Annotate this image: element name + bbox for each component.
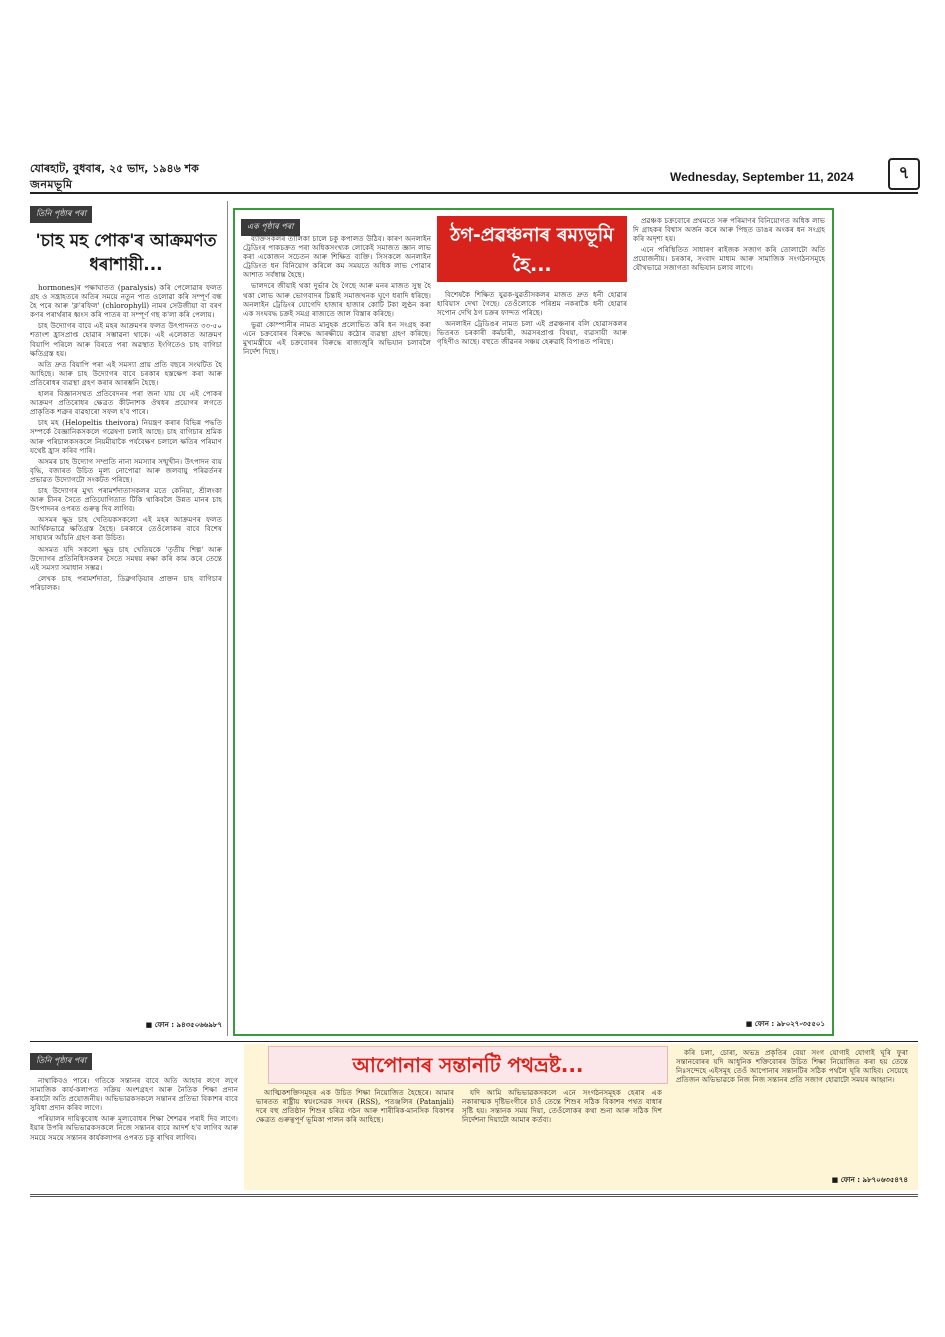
bottom-double-rule <box>30 1194 918 1197</box>
bottom-phone: ■ ফোন : ৯৮৭০৬৩৫৪৭৪ <box>831 1176 908 1184</box>
paragraph: ভালদৰে জীয়াই থকা দুৰ্ভাৰ হৈ গৈছে আৰু মনৰ মাজত সুস্থ হৈ থকা লোভ আৰু ভোগবাদৰ চিন্তাই সমাজখনক ঘূণে ধৰাদি ধৰিছে। অনলাইন ট্ৰেডিংৰ যোগেদি হাজাৰ হাজাৰ কোটি টকা লুণ্ঠন কৰা এক সংঘবদ্ধ চক্ৰই সমগ্ৰ ৰাজ্যতে জাল বিস্তাৰ কৰিছে। <box>243 281 431 318</box>
column-divider <box>227 201 228 1036</box>
paragraph: অনলাইন ট্ৰেডিঙৰ নামত চলা এই প্ৰৱঞ্চনাৰ বলি হোৱাসকলৰ ভিতৰত চৰকাৰী কৰ্মচাৰী, অৱসৰপ্ৰাপ্ত বিষয়া, ব্যৱসায়ী আৰু গৃহিণীও আছে। বহুতে জীৱনৰ সঞ্চয় হেৰুৱাই বিপাঙত পৰিছে। <box>437 319 627 347</box>
bottom-col-1 <box>256 1088 454 1184</box>
main-phone: ■ ফোন : ৯৮০২৭-৩৫৫০১ <box>745 1020 825 1028</box>
paragraph: বিশেষকৈ শিক্ষিত যুৱক-যুৱতীসকলৰ মাজত দ্ৰুত ধনী হোৱাৰ হাবিয়াস দেখা গৈছে। তেওঁলোকে পৰিশ্ৰম নকৰাকৈ ধনী হোৱাৰ সপোন দেখি ঠগ চক্ৰৰ ফান্দত পৰিছে। <box>437 290 627 318</box>
continued-label: তিনি পৃষ্ঠাৰ পৰা <box>30 1053 92 1070</box>
bottom-article-box <box>244 1044 918 1190</box>
paragraph: নাথাকিবও পাৰে। গতিকে সন্তানৰ বাবে অতি আহাৰ লগে লগে সামাজিক কাৰ্য-কলাপত সক্ৰিয় অংশগ্ৰহণ আৰু নৈতিক শিক্ষা প্ৰদান কৰাটো অতি প্ৰয়োজনীয়। অভিভাৱকসকলে সন্তানৰ প্ৰতিভা বিকাশৰ বাবে সুবিধা প্ৰদান কৰিব লাগে। <box>30 1076 238 1113</box>
main-col-2 <box>437 290 627 1030</box>
paragraph: আত্মিকশক্তিসমূহৰ এক উচিত শিক্ষা নিয়োজিত হৈছেৰে। আমাৰ ভাৰতত ৰাষ্ট্ৰীয় স্বয়ংসেৱক সংঘৰ (RSS), পতঞ্জলিৰ (Patanjali) দৰে বহু প্ৰতিষ্ঠান শিশুৰ চৰিত্ৰ গঠন আৰু শাৰীৰিক-মানসিক বিকাশৰ ক্ষেত্ৰত গুৰুত্বপূৰ্ণ ভূমিকা পালন কৰি আহিছে। <box>256 1088 454 1125</box>
paragraph: কৰি চলা, চোৰা, অভদ্ৰ প্ৰকৃতিৰ বেয়া সংগ যোগাই যোগাই ঘূৰি ফুৰা সন্তানবোৰৰ যদি আধুনিক শক্তিবোৰৰ উচিত শিক্ষা নিয়োজিত কৰা হয় তেন্তে নিঃসন্দেহে এইসমূহ তেওঁ আপোনাৰ সন্তানটিৰ সঠিক পথলৈ ঘূৰি আহিব। সেয়েহে প্ৰতিজন অভিভাৱকে নিজ নিজ সন্তানৰ প্ৰতি সজাগ হোৱাটো সময়ৰ আহ্বান। <box>676 1048 908 1085</box>
left-article-body <box>30 283 222 1013</box>
main-col-1 <box>243 234 431 1029</box>
continued-label: তিনি পৃষ্ঠাৰ পৰা <box>30 206 92 223</box>
page-number: ৭ <box>888 158 920 190</box>
bottom-rule <box>30 1041 918 1042</box>
left-headline: 'চাহ মহ পোক'ৰ আক্ৰমণত ধৰাশায়ী... <box>35 231 217 275</box>
english-date: Wednesday, September 11, 2024 <box>670 170 854 184</box>
paragraph: অসমৰ ক্ষুদ্ৰ চাহ খেতিয়কসকলো এই মহৰ আক্ৰমণৰ ফলত আৰ্থিকভাৱে ক্ষতিগ্ৰস্ত হৈছে। চৰকাৰে তেওঁলোকৰ বাবে বিশেষ সাহায্যৰ আঁচনি গ্ৰহণ কৰা উচিত। <box>30 515 222 543</box>
main-col-3 <box>633 216 825 1016</box>
left-column <box>30 201 222 1036</box>
bottom-headline: আপোনাৰ সন্তানটি পথভ্ৰষ্ট... <box>352 1053 584 1077</box>
bottom-col-3 <box>676 1048 908 1172</box>
left-phone: ■ ফোন : ৯৪৩৫০৬৬৯৮৭ <box>145 1021 222 1029</box>
main-headline: ঠগ-প্ৰৱঞ্চনাৰ ৰম্যভূমি হৈ... <box>437 216 627 282</box>
paragraph: ব্যক্তিসকলৰ তালিকা চালে চকু কপালত উঠিব। কাৰণ অনলাইন ট্ৰেডিংৰ পাকচক্ৰত পৰা অধিকসংখ্যক লোকেই সমাজত জ্ঞান লাভ কৰা একোজন সচেতন আৰু শিক্ষিত ব্যক্তি। সিসকলে অনলাইন ট্ৰেডিংত ধন বিনিয়োগ কৰিলে কম সময়তে অধিক লাভ পোৱাৰ আশাত সৰ্বস্বান্ত হৈছে। <box>243 234 431 280</box>
paragraph: পৰিয়ালৰ দায়িত্ববোধ আৰু মূল্যবোধৰ শিক্ষা শৈশৱৰ পৰাই দিব লাগে। ইয়াৰ উপৰি অভিভাৱকসকলে নিজে সন্তানৰ বাবে আদৰ্শ হ'ব লাগিব আৰু সময়ে সময়ে সন্তানৰ কাৰ্যকলাপৰ ওপৰত চকু ৰাখিব লাগিব। <box>30 1114 238 1142</box>
paragraph: অসমৰ চাহ উদ্যোগ সম্প্ৰতি নানা সমস্যাৰ সন্মুখীন। উৎপাদন ব্যয় বৃদ্ধি, বজাৰত উচিত মূল্য নোপোৱা আৰু জলবায়ু পৰিৱৰ্তনৰ প্ৰভাৱত উদ্যোগটো সংকটত পৰিছে। <box>30 456 222 484</box>
paragraph: যদি আমি অভিভাৱকসকলে এনে সংগঠনসমূহক হেৰাৰ এক নকাৰাত্মক দৃষ্টিভংগীৰে চাওঁ তেন্তে শিশুৰ সঠিক বিকাশৰ পথত বাধাৰ সৃষ্টি হয়। সন্তানক সময় দিয়া, তেওঁলোকৰ কথা শুনা আৰু সঠিক দিশ নিৰ্দেশনা দিয়াটো আমাৰ কৰ্তব্য। <box>462 1088 662 1125</box>
paragraph: চাহ মহ (Helopeltis theivora) নিয়ন্ত্ৰণ কৰাৰ বিভিন্ন পদ্ধতি সম্পৰ্কে বৈজ্ঞানিকসকলে গৱেষণা চলাই আছে। চাহ বাগিচাৰ শ্ৰমিক আৰু পৰিচালকসকলে নিয়মীয়াকৈ পৰ্যবেক্ষণ চলালে ক্ষতিৰ পৰিমাণ যথেষ্ট হ্ৰাস কৰিব পাৰি। <box>30 418 222 455</box>
paragraph: ভুৱা কোম্পানীৰ নামত মানুহক প্ৰলোভিত কৰি ধন সংগ্ৰহ কৰা এনে চক্ৰবোৰৰ বিৰুদ্ধে আৰক্ষীয়ে কঠোৰ ব্যৱস্থা গ্ৰহণ কৰিছে। মুখ্যমন্ত্ৰীয়ে এই চক্ৰবোৰৰ বিৰুদ্ধে ৰাজ্যজুৰি অভিযান চলাবলৈ নিৰ্দেশ দিছে। <box>243 319 431 357</box>
paragraph: লেখক চাহ পৰামৰ্শদাতা, ডিব্ৰুগড়িয়াৰ প্ৰাক্তন চাহ বাগিচাৰ পৰিচালক। <box>30 573 222 592</box>
page-header <box>30 160 918 192</box>
paragraph: প্ৰৱঞ্চক চক্ৰবোৰে প্ৰথমতে সৰু পৰিমাণৰ বিনিয়োগত অধিক লাভ দি গ্ৰাহকৰ বিশ্বাস অৰ্জন কৰে আৰু পিছত ডাঙৰ অংকৰ ধন সংগ্ৰহ কৰি অদৃশ্য হয়। <box>633 216 825 244</box>
bottom-headline-banner <box>268 1046 668 1084</box>
masthead-logo: জনমভূমি <box>30 178 73 191</box>
continued-label: এক পৃষ্ঠাৰ পৰা <box>241 219 300 236</box>
paragraph: এনে পৰিস্থিতিত সাধাৰণ ৰাইজক সজাগ কৰি তোলাটো অতি প্ৰয়োজনীয়। চৰকাৰ, সংবাদ মাধ্যম আৰু সামাজিক সংগঠনসমূহে যৌথভাৱে সজাগতা অভিযান চলাব লাগে। <box>633 245 825 273</box>
paragraph: চাহ উদ্যোগৰ মুখ্য পৰামৰ্শদাতাসকলৰ মতে কেনিয়া, শ্ৰীলংকা আৰু চীনৰ সৈতে প্ৰতিযোগিতাত টিকি থাকিবলৈ উন্নত মানৰ চাহ উৎপাদনৰ ওপৰত গুৰুত্ব দিব লাগিব। <box>30 485 222 514</box>
paragraph: হালৰ বিজ্ঞানসম্মত প্ৰতিবেদনৰ পৰা জনা যায় যে এই পোকৰ আক্ৰমণ প্ৰতিৰোধৰ ক্ষেত্ৰত কীটনাশক ঔষধৰ প্ৰয়োগৰ লগতে প্ৰাকৃতিক শত্ৰুৰ ব্যৱহাৰো সফল হ'ব পাৰে। <box>30 389 222 417</box>
paragraph: চাহ উদ্যোগৰ বাবে এই মহৰ আক্ৰমণৰ ফলত উৎপাদনত ৩৩-৫০ শতাংশ হ্ৰাসপ্ৰাপ্ত হোৱাৰ সম্ভাৱনা থাকে। এই এলেকাত আক্ৰমণ বিয়াপি পৰিলে আৰু বিৰতে পৰা অৱস্থাত ইংগিতেও চাহ বাগিচা ক্ষতিগ্ৰস্ত হয়। <box>30 321 222 358</box>
bottom-col-2 <box>462 1088 662 1184</box>
bottom-left-column <box>30 1048 238 1188</box>
header-rule <box>30 192 918 194</box>
paragraph: অতি দ্ৰুত বিয়াপি পৰা এই সমস্যা প্ৰায় প্ৰতি বছৰে সংঘটিত হৈ আহিছে। আৰু চাহ উদ্যোগৰ বাবে চৰকাৰ হস্তক্ষেপ কৰা আৰু প্ৰতিৰোধৰ ব্যৱস্থা গ্ৰহণ কৰাৰ আৰম্ভনি হৈছে। <box>30 359 222 387</box>
paragraph: অসমত যদি সকলো ক্ষুদ্ৰ চাহ খেতিয়কে 'তৃতীয় শিল্প' আৰু উদ্যোগৰ প্ৰতিনিধিসকলৰ সৈতে সমন্বয় ৰক্ষা কৰি কাম কৰে তেন্তে এই সমস্যা সমাধান সম্ভৱ। <box>30 544 222 572</box>
dateline: যোৰহাট, বুধবাৰ, ২৫ ভাদ, ১৯৪৬ শক <box>30 162 199 175</box>
bottom-left-body <box>30 1076 238 1194</box>
main-article-box <box>233 208 834 1036</box>
paragraph: hormones)ৰ পক্ষাঘাতত (paralysis) কৰি পেলোৱাৰ ফলত গ্ৰহ ও সন্ত্ৰাহতৰে অতিৰ সময়ে নতুন পাত ওলোৱা কৰি সম্পূৰ্ণ বন্ধ হৈ পৰে আৰু 'ক্ল'ৰফিল' (chlorophyll) নামৰ সেউজীয়া বা বৰণ কণৰ পৰাৰ্থৰাৰ ধ্বংস কৰি পাতৰ বা সম্পূৰ্ণ গছ ক'লা কৰি পেলায়। <box>30 283 222 320</box>
